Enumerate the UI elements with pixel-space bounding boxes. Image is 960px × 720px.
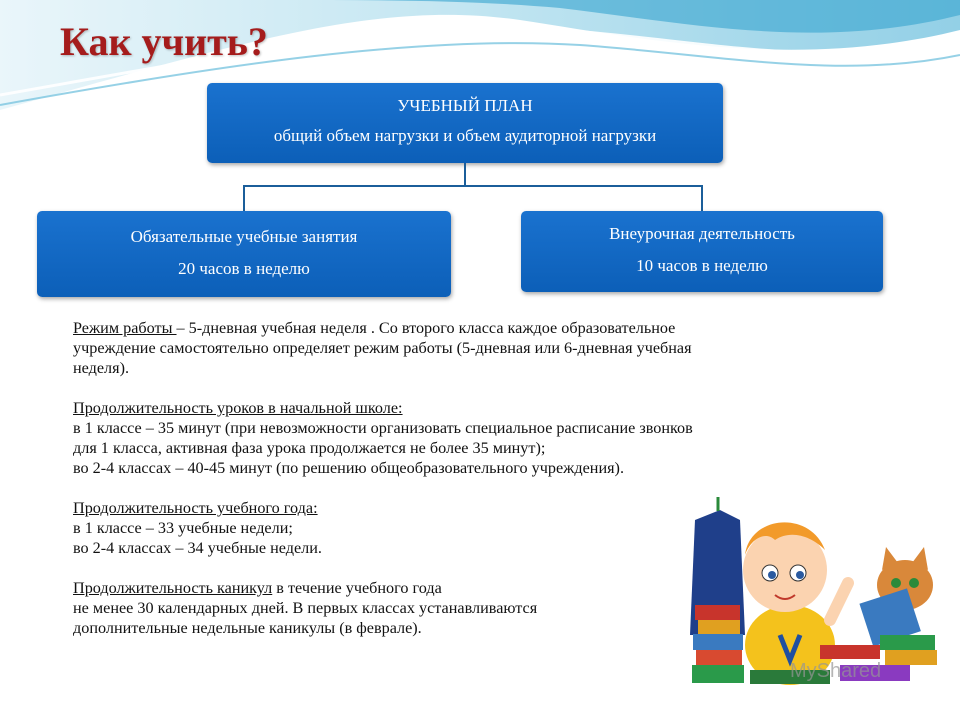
holidays-line: не менее 30 календарных дней. В первых классах устанавливаются [73, 599, 538, 617]
page-title: Как учить? [60, 19, 268, 64]
connector-right-drop [701, 185, 703, 211]
work-mode-line: – 5-дневная учебная неделя . Со второго класса каждое образовательное [176, 319, 676, 337]
school-year-line: во 2-4 классах – 34 учебные недели. [73, 539, 322, 557]
holidays-line: в течение учебного года [272, 579, 442, 597]
connector-left-drop [243, 185, 245, 211]
study-plan-title: УЧЕБНЫЙ ПЛАН [397, 96, 533, 115]
lesson-duration-line: во 2-4 классах – 40-45 минут (по решению общеобразовательного учреждения). [73, 459, 624, 477]
extracurricular-hours: 10 часов в неделю [636, 256, 768, 275]
holidays-heading: Продолжительность каникул [73, 579, 273, 597]
work-mode-line: учреждение самостоятельно определяет режим работы (5-дневная или 6-дневная учебная [73, 339, 692, 357]
work-mode-heading: Режим работы [73, 319, 177, 337]
lesson-duration-line: в 1 классе – 35 минут (при невозможности организовать специальное расписание звонков [73, 419, 693, 437]
holidays-line: дополнительные недельные каникулы (в феврале). [73, 619, 422, 637]
lesson-duration-paragraph [73, 398, 913, 478]
connector-horizontal [243, 185, 703, 187]
mandatory-classes-box [37, 211, 451, 297]
study-plan-subtitle: общий объем нагрузки и объем аудиторной нагрузки [273, 126, 657, 145]
mandatory-classes-title: Обязательные учебные занятия [130, 227, 358, 246]
study-plan-box [207, 83, 723, 163]
lesson-duration-line: для 1 класса, активная фаза урока продолжается не более 35 минут); [73, 439, 546, 457]
work-mode-line: неделя). [73, 359, 130, 377]
lesson-duration-heading: Продолжительность уроков в начальной школе: [73, 399, 403, 417]
watermark: MyShared [790, 660, 882, 682]
school-year-line: в 1 классе – 33 учебные недели; [73, 519, 293, 537]
school-year-heading: Продолжительность учебного года: [73, 499, 318, 517]
connector-vertical-top [464, 163, 466, 186]
extracurricular-box [521, 211, 883, 292]
extracurricular-title: Внеурочная деятельность [609, 224, 795, 243]
mandatory-classes-hours: 20 часов в неделю [178, 259, 310, 278]
work-mode-paragraph [73, 318, 913, 378]
